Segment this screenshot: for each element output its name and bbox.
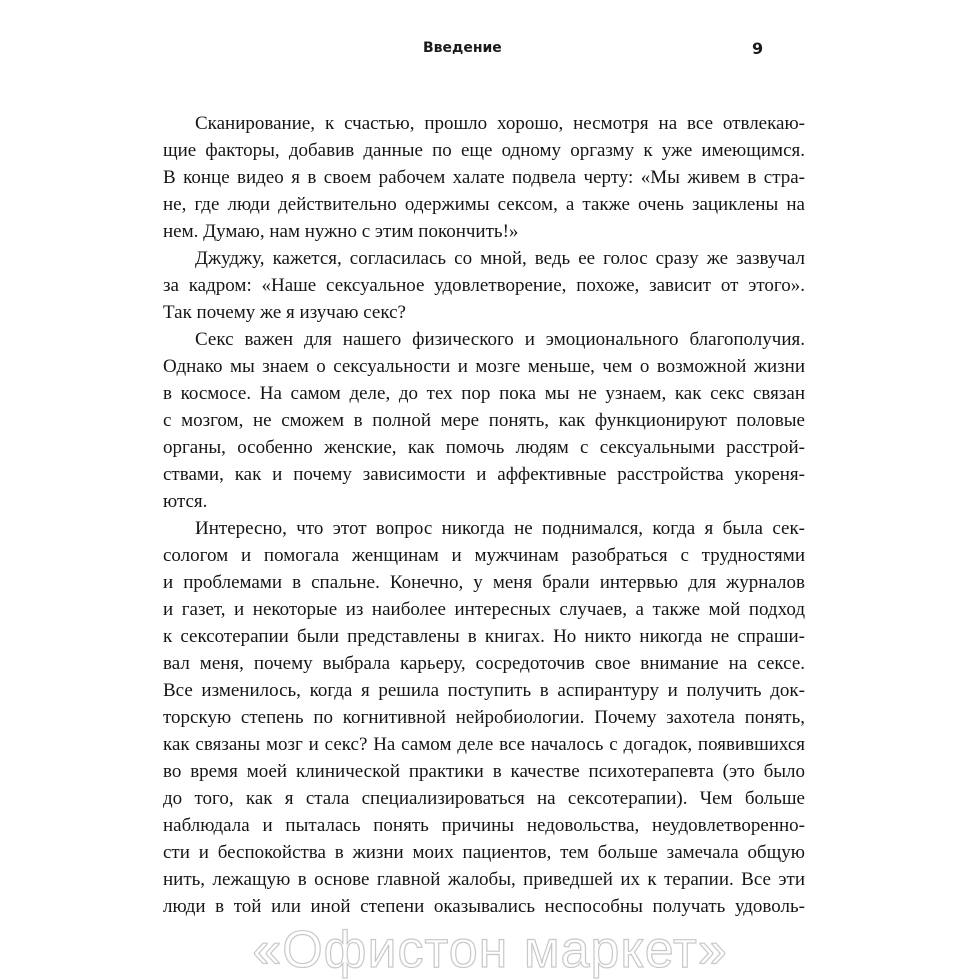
body-text [163, 110, 805, 920]
text-line: за кадром: «Наше сексуальное удовлетворение, похоже, зависит от этого». [163, 275, 805, 296]
text-line: органы, особенно женские, как помочь людям с сексуальными расстрой- [163, 437, 805, 458]
text-line: люди в той или иной степени оказывались неспособны получать удоволь- [163, 896, 805, 917]
text-line: сологом и помогала женщинам и мужчинам разобраться с трудностями [163, 545, 805, 566]
text-line: Так почему же я изучаю секс? [163, 302, 406, 323]
text-line: Джуджу, кажется, согласилась со мной, ведь ее голос сразу же зазвучал [195, 248, 805, 269]
text-line: торскую степень по когнитивной нейробиологии. Почему захотела понять, [163, 707, 805, 728]
text-line: ются. [163, 491, 208, 512]
text-line: щие факторы, добавив данные по еще одному оргазму к уже имеющимся. [163, 140, 805, 161]
text-line: в космосе. На самом деле, до тех пор пока мы не узнаем, как секс связан [163, 383, 805, 404]
text-line: и газет, и некоторые из наиболее интересных случаев, а также мой подход [163, 599, 805, 620]
text-line: с мозгом, не сможем в полной мере понять, как функционируют половые [163, 410, 805, 431]
text-line: и проблемами в спальне. Конечно, у меня брали интервью для журналов [163, 572, 805, 593]
text-line: Однако мы знаем о сексуальности и мозге меньше, чем о возможной жизни [163, 356, 805, 377]
text-line: нить, лежащую в основе главной жалобы, приведшей их к терапии. Все эти [163, 869, 805, 890]
text-line: к сексотерапии были представлены в книгах. Но никто никогда не спраши- [163, 626, 805, 647]
text-line: нем. Думаю, нам нужно с этим покончить!» [163, 221, 519, 242]
text-line: наблюдала и пыталась понять причины недовольства, неудовлетворенно- [163, 815, 805, 836]
watermark: «Офистон маркет» [252, 921, 728, 979]
text-line: В конце видео я в своем рабочем халате подвела черту: «Мы живем в стра- [163, 167, 805, 188]
text-line: вал меня, почему выбрала карьеру, сосредоточив свое внимание на сексе. [163, 653, 805, 674]
text-line: как связаны мозг и секс? На самом деле все началось с догадок, появившихся [163, 734, 805, 755]
text-line: во время моей клинической практики в качестве психотерапевта (это было [163, 761, 805, 782]
text-line: сти и беспокойства в жизни моих пациентов, тем больше замечала общую [163, 842, 805, 863]
text-line: Интересно, что этот вопрос никогда не поднимался, когда я была сек- [195, 518, 805, 539]
text-line: до того, как я стала специализироваться на сексотерапии). Чем больше [163, 788, 805, 809]
text-line: не, где люди действительно одержимы сексом, а также очень зациклены на [163, 194, 805, 215]
text-line: ствами, как и почему зависимости и аффективные расстройства укореня- [163, 464, 805, 485]
text-line: Секс важен для нашего физического и эмоционального благополучия. [195, 329, 805, 350]
chapter-title: Введение [423, 40, 502, 56]
page-number: 9 [752, 39, 764, 58]
text-line: Все изменилось, когда я решила поступить в аспирантуру и получить док- [163, 680, 805, 701]
text-line: Сканирование, к счастью, прошло хорошо, несмотря на все отвлекаю- [195, 113, 805, 134]
running-head [0, 40, 980, 64]
